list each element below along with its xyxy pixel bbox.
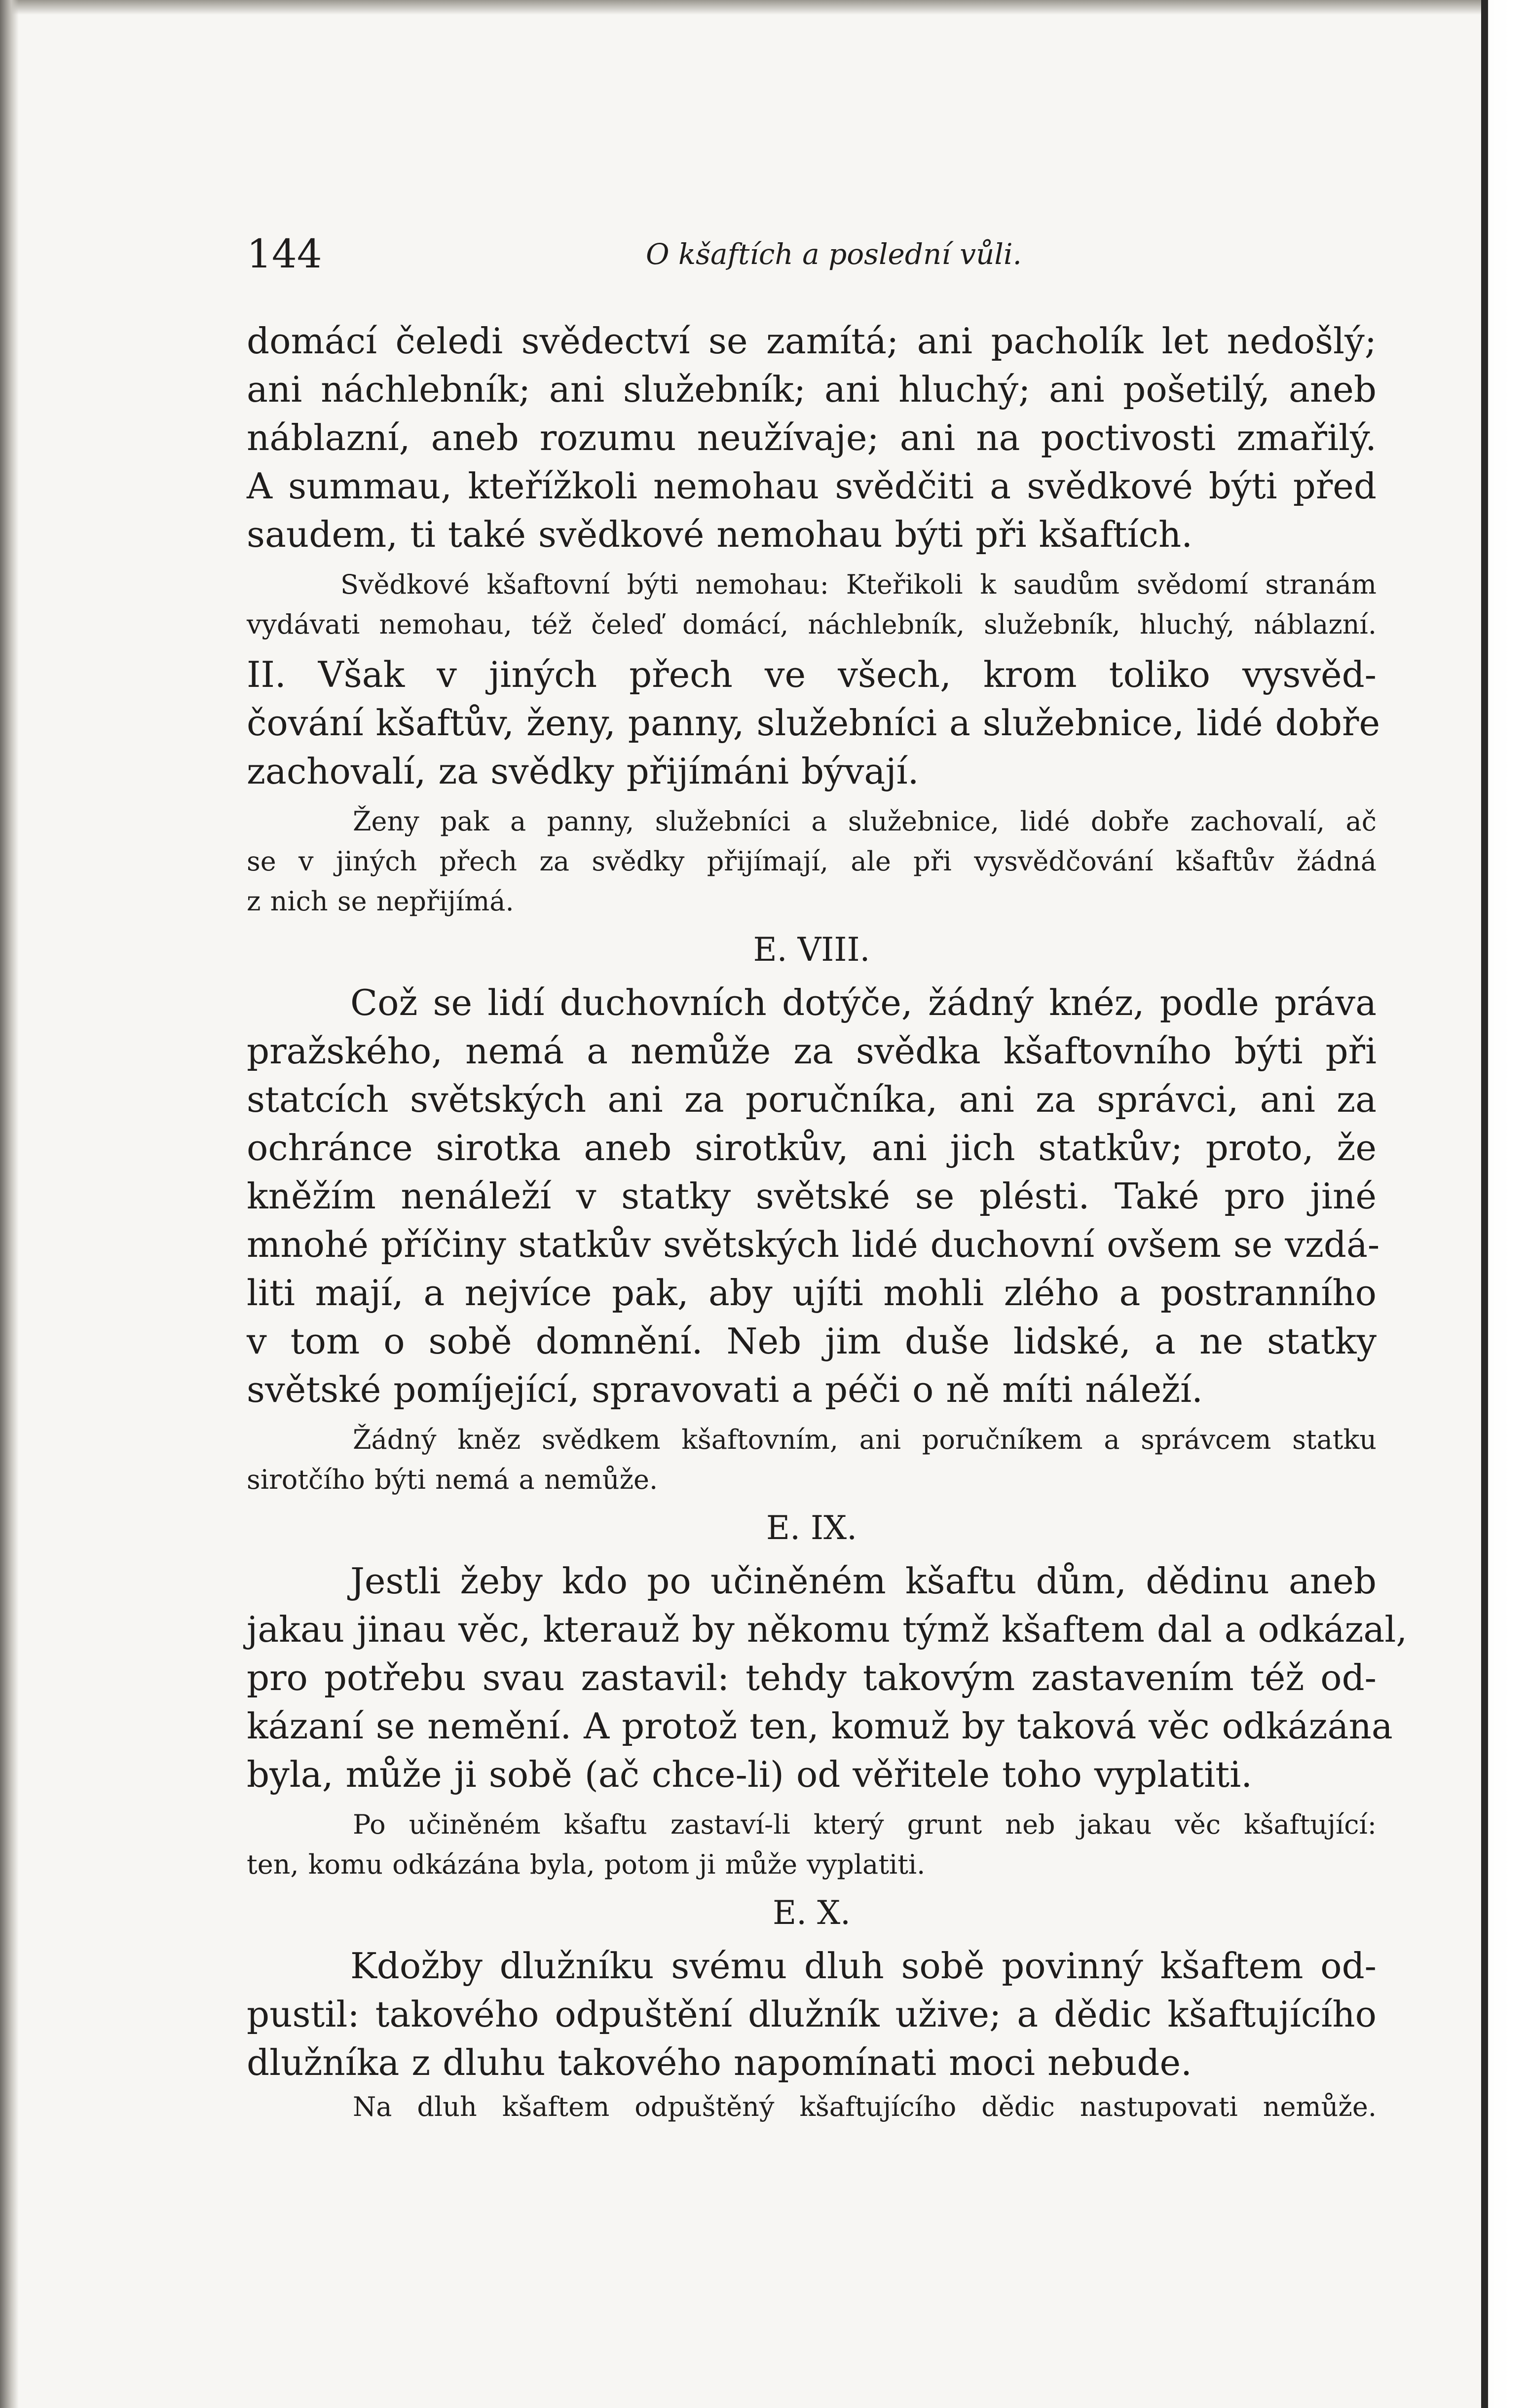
text-line: saudem, ti také svědkové nemohau býti při kšaftích. bbox=[247, 514, 1193, 555]
text-line: A summau, kteřížkoli nemohau svědčiti a svědkové býti před bbox=[247, 465, 1377, 507]
note-line: Svědkové kšaftovní býti nemohau: Kteřikoli k saudům svědomí stranám bbox=[340, 569, 1377, 600]
paragraph-block-1 bbox=[247, 317, 1377, 559]
note-line: sirotčího býti nemá a nemůže. bbox=[247, 1464, 658, 1495]
section-heading-viii: E. VIII. bbox=[753, 931, 870, 969]
summary-note-2 bbox=[247, 801, 1377, 921]
text-line: statcích světských ani za poručníka, ani za správci, ani za bbox=[247, 1079, 1377, 1120]
summary-note-1 bbox=[247, 564, 1377, 644]
page-top-shadow bbox=[0, 0, 1481, 15]
note-line: Žádný kněz svědkem kšaftovním, ani poručníkem a správcem statku bbox=[353, 1424, 1377, 1455]
paragraph-block-4 bbox=[247, 1557, 1408, 1799]
text-line: v tom o sobě domnění. Neb jim duše lidské, a ne statky bbox=[247, 1320, 1377, 1362]
text-line: Což se lidí duchovních dotýče, žádný knéz, podle práva bbox=[350, 982, 1377, 1023]
text-line: byla, může ji sobě (ač chce-li) od věřitele toho vyplatiti. bbox=[247, 1754, 1253, 1795]
text-line: světské pomíjející, spravovati a péči o ně míti náleží. bbox=[247, 1369, 1203, 1410]
summary-note-5 bbox=[247, 2087, 1377, 2127]
running-title: O kšaftích a poslední vůli. bbox=[646, 237, 1022, 271]
text-line: kázaní se nemění. A protož ten, komuž by taková věc odkázána bbox=[247, 1705, 1393, 1747]
text-line: ani náchlebník; ani služebník; ani hluchý; ani pošetilý, aneb bbox=[247, 369, 1377, 410]
note-line: Na dluh kšaftem odpuštěný kšaftujícího dědic nastupovati nemůže. bbox=[353, 2091, 1377, 2122]
text-line: Kdožby dlužníku svému dluh sobě povinný kšaftem od- bbox=[350, 1945, 1377, 1987]
paragraph-block-2 bbox=[247, 650, 1380, 795]
text-line: II. Však v jiných přech ve všech, krom toliko vysvěd- bbox=[247, 654, 1377, 695]
summary-note-3 bbox=[247, 1420, 1377, 1500]
text-line: domácí čeledi svědectví se zamítá; ani pacholík let nedošlý; bbox=[247, 320, 1377, 362]
text-line: mnohé příčiny statkův světských lidé duchovní ovšem se vzdá- bbox=[247, 1224, 1380, 1265]
text-line: čování kšaftův, ženy, panny, služebníci a služebnice, lidé dobře bbox=[247, 702, 1380, 744]
note-line: Ženy pak a panny, služebníci a služebnice, lidé dobře zachovalí, ač bbox=[353, 806, 1377, 837]
text-line: liti mají, a nejvíce pak, aby ujíti mohli zlého a postranního bbox=[247, 1272, 1377, 1314]
section-heading-x: E. X. bbox=[772, 1894, 851, 1932]
text-line: jakau jinau věc, kterauž by někomu týmž kšaftem dal a odkázal, bbox=[247, 1609, 1408, 1650]
text-line: náblazní, aneb rozumu neužívaje; ani na poctivosti zmařilý. bbox=[247, 417, 1377, 458]
paragraph-block-5 bbox=[247, 1942, 1377, 2087]
summary-note-4 bbox=[247, 1805, 1377, 1884]
note-line: se v jiných přech za svědky přijímají, ale při vysvědčování kšaftův žádná bbox=[247, 846, 1377, 877]
paragraph-block-3 bbox=[247, 978, 1380, 1414]
text-line: zachovalí, za svědky přijímáni bývají. bbox=[247, 751, 919, 792]
text-line: Jestli žeby kdo po učiněném kšaftu dům, dědinu aneb bbox=[350, 1560, 1377, 1602]
page-header bbox=[247, 227, 1377, 281]
section-heading-ix: E. IX. bbox=[766, 1509, 857, 1547]
page-right-margin bbox=[1481, 0, 1528, 2408]
note-line: z nich se nepřijímá. bbox=[247, 886, 514, 917]
text-line: pro potřebu svau zastavil: tehdy takovým zastavením též od- bbox=[247, 1657, 1377, 1698]
text-line: pustil: takového odpuštění dlužník užive; a dědic kšaftujícího bbox=[247, 1994, 1377, 2035]
note-line: ten, komu odkázána byla, potom ji může vyplatiti. bbox=[247, 1849, 926, 1880]
page-left-shadow bbox=[0, 0, 19, 2408]
page-number: 144 bbox=[247, 231, 322, 277]
note-line: Po učiněném kšaftu zastaví-li který grunt neb jakau věc kšaftující: bbox=[353, 1809, 1377, 1840]
note-line: vydávati nemohau, též čeleď domácí, náchlebník, služebník, hluchý, náblazní. bbox=[247, 609, 1377, 640]
scan-edge-rule bbox=[1481, 0, 1488, 2408]
text-line: kněžím nenáleží v statky světské se plésti. Také pro jiné bbox=[247, 1175, 1377, 1217]
page-body bbox=[247, 317, 1408, 2127]
text-line: pražského, nemá a nemůže za svědka kšaftovního býti při bbox=[247, 1030, 1377, 1072]
text-line: dlužníka z dluhu takového napomínati moci nebude. bbox=[247, 2042, 1192, 2083]
text-line: ochránce sirotka aneb sirotkův, ani jich statkův; proto, že bbox=[247, 1127, 1377, 1168]
